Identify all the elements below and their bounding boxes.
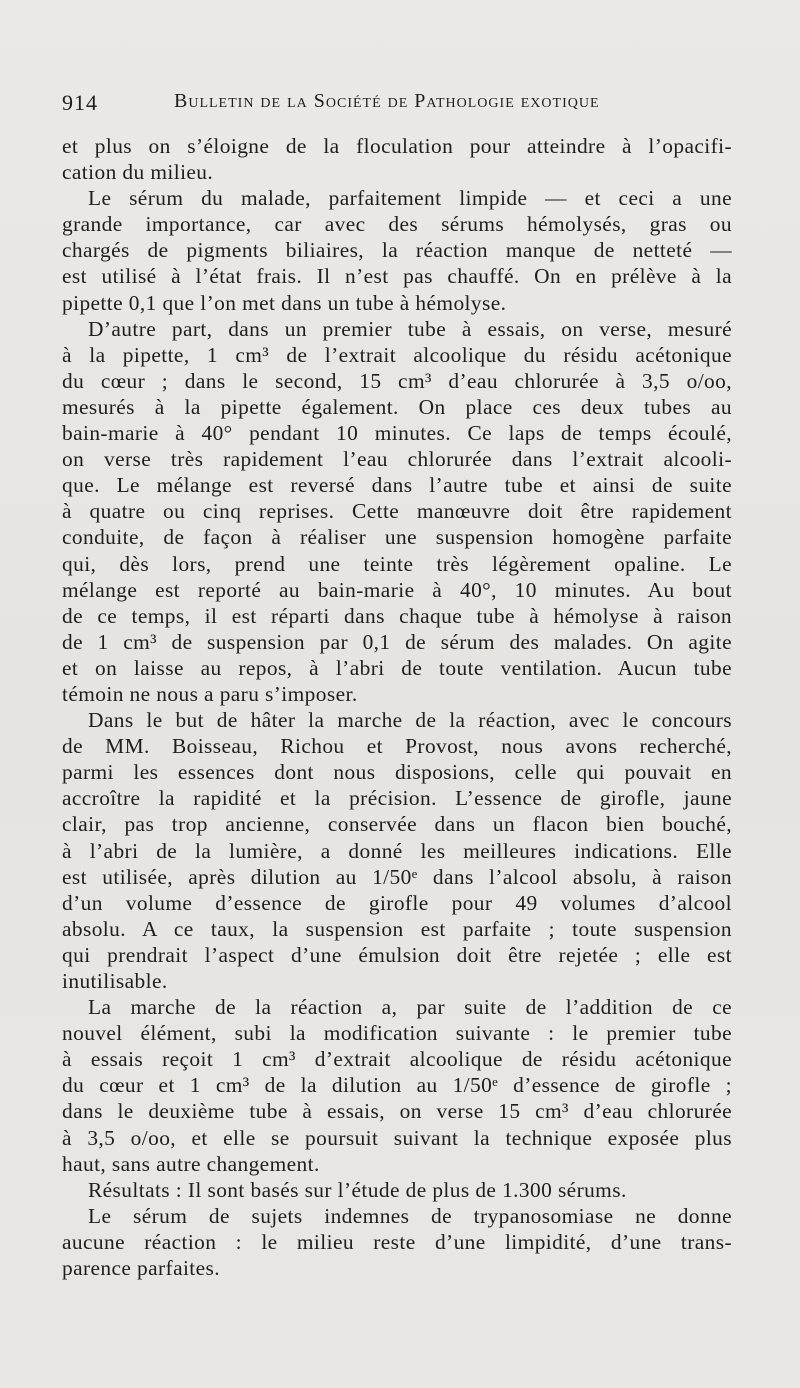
text-line: du cœur et 1 cm³ de la dilution au 1/50ᵉ d’essence de girofle ;	[62, 1073, 732, 1098]
text-line: à l’abri de la lumière, a donné les meilleures indications. Elle	[62, 838, 732, 863]
text-line: Dans le but de hâter la marche de la réaction, avec le concours	[88, 708, 732, 733]
paragraph	[62, 1177, 732, 1203]
text-line: grande importance, car avec des sérums hémolysés, gras ou	[62, 212, 732, 237]
text-line: de ce temps, il est réparti dans chaque tube à hémolyse à raison	[62, 603, 732, 628]
text-line: qui, dès lors, prend une teinte très légèrement opaline. Le	[62, 551, 732, 576]
text-line: aucune réaction : le milieu reste d’une limpidité, d’une trans-	[62, 1229, 732, 1254]
text-line: parmi les essences dont nous disposions, celle qui pouvait en	[62, 760, 732, 785]
text-line: mesurés à la pipette également. On place ces deux tubes au	[62, 394, 732, 419]
text-line: on verse très rapidement l’eau chlorurée dans l’extrait alcooli-	[62, 447, 732, 472]
text-line: haut, sans autre changement.	[62, 1151, 320, 1176]
text-line: qui prendrait l’aspect d’une émulsion doit être rejetée ; elle est	[62, 942, 732, 967]
text-line: parence parfaites.	[62, 1256, 221, 1281]
body-text	[62, 133, 732, 1281]
text-line: à essais reçoit 1 cm³ d’extrait alcoolique de résidu acétonique	[62, 1047, 732, 1072]
text-line: dans le deuxième tube à essais, on verse 15 cm³ d’eau chlorurée	[62, 1099, 732, 1124]
text-line: du cœur ; dans le second, 15 cm³ d’eau chlorurée à 3,5 o/oo,	[62, 368, 732, 393]
text-line: Résultats : Il sont basés sur l’étude de plus de 1.300 sérums.	[88, 1177, 627, 1202]
text-line: accroître la rapidité et la précision. L’essence de girofle, jaune	[62, 786, 732, 811]
text-line: à quatre ou cinq reprises. Cette manœuvre doit être rapidement	[62, 499, 732, 524]
text-line: absolu. A ce taux, la suspension est parfaite ; toute suspension	[62, 916, 732, 941]
text-line: inutilisable.	[62, 969, 168, 993]
page-number: 914	[62, 90, 98, 115]
text-line: pipette 0,1 que l’on met dans un tube à hémolyse.	[62, 290, 507, 315]
text-line: nouvel élément, subi la modification suivante : le premier tube	[62, 1021, 732, 1046]
text-line: bain-marie à 40° pendant 10 minutes. Ce laps de temps écoulé,	[62, 421, 732, 446]
text-line: conduite, de façon à réaliser une suspension homogène parfaite	[62, 525, 732, 550]
text-line: de MM. Boisseau, Richou et Provost, nous avons recherché,	[62, 734, 732, 759]
text-line: témoin ne nous a paru s’imposer.	[62, 681, 358, 706]
text-line: Le sérum du malade, parfaitement limpide — et ceci a une	[88, 186, 732, 211]
text-line: de 1 cm³ de suspension par 0,1 de sérum des malades. On agite	[62, 629, 732, 654]
text-line: Le sérum de sujets indemnes de trypanosomiase ne donne	[88, 1203, 732, 1228]
paragraph	[62, 133, 732, 185]
text-line: est utilisée, après dilution au 1/50ᵉ dans l’alcool absolu, à raison	[62, 864, 732, 889]
paragraph	[62, 316, 732, 707]
text-line: et on laisse au repos, à l’abri de toute ventilation. Aucun tube	[62, 655, 732, 680]
paragraph	[62, 1203, 732, 1281]
paragraph	[62, 707, 732, 994]
text-line: d’un volume d’essence de girofle pour 49 volumes d’alcool	[62, 890, 732, 915]
text-line: cation du milieu.	[62, 160, 214, 185]
text-line: mélange est reporté au bain-marie à 40°, 10 minutes. Au bout	[62, 577, 732, 602]
paragraph	[62, 994, 732, 1177]
text-line: clair, pas trop ancienne, conservée dans un flacon bien bouché,	[62, 812, 732, 837]
text-line: à 3,5 o/oo, et elle se poursuit suivant la technique exposée plus	[62, 1125, 732, 1150]
text-line: à la pipette, 1 cm³ de l’extrait alcoolique du résidu acétonique	[62, 342, 732, 367]
text-line: D’autre part, dans un premier tube à essais, on verse, mesuré	[88, 316, 732, 341]
text-line: et plus on s’éloigne de la floculation pour atteindre à l’opacifi-	[62, 134, 732, 158]
text-line: chargés de pigments biliaires, la réaction manque de netteté —	[62, 238, 732, 263]
page-header	[62, 82, 732, 122]
running-title: Bulletin de la Société de Pathologie exotique	[174, 90, 600, 112]
text-line: est utilisé à l’état frais. Il n’est pas chauffé. On en prélève à la	[62, 264, 732, 289]
paragraph	[62, 185, 732, 315]
text-line: La marche de la réaction a, par suite de l’addition de ce	[88, 995, 732, 1020]
text-line: que. Le mélange est reversé dans l’autre tube et ainsi de suite	[62, 473, 732, 498]
